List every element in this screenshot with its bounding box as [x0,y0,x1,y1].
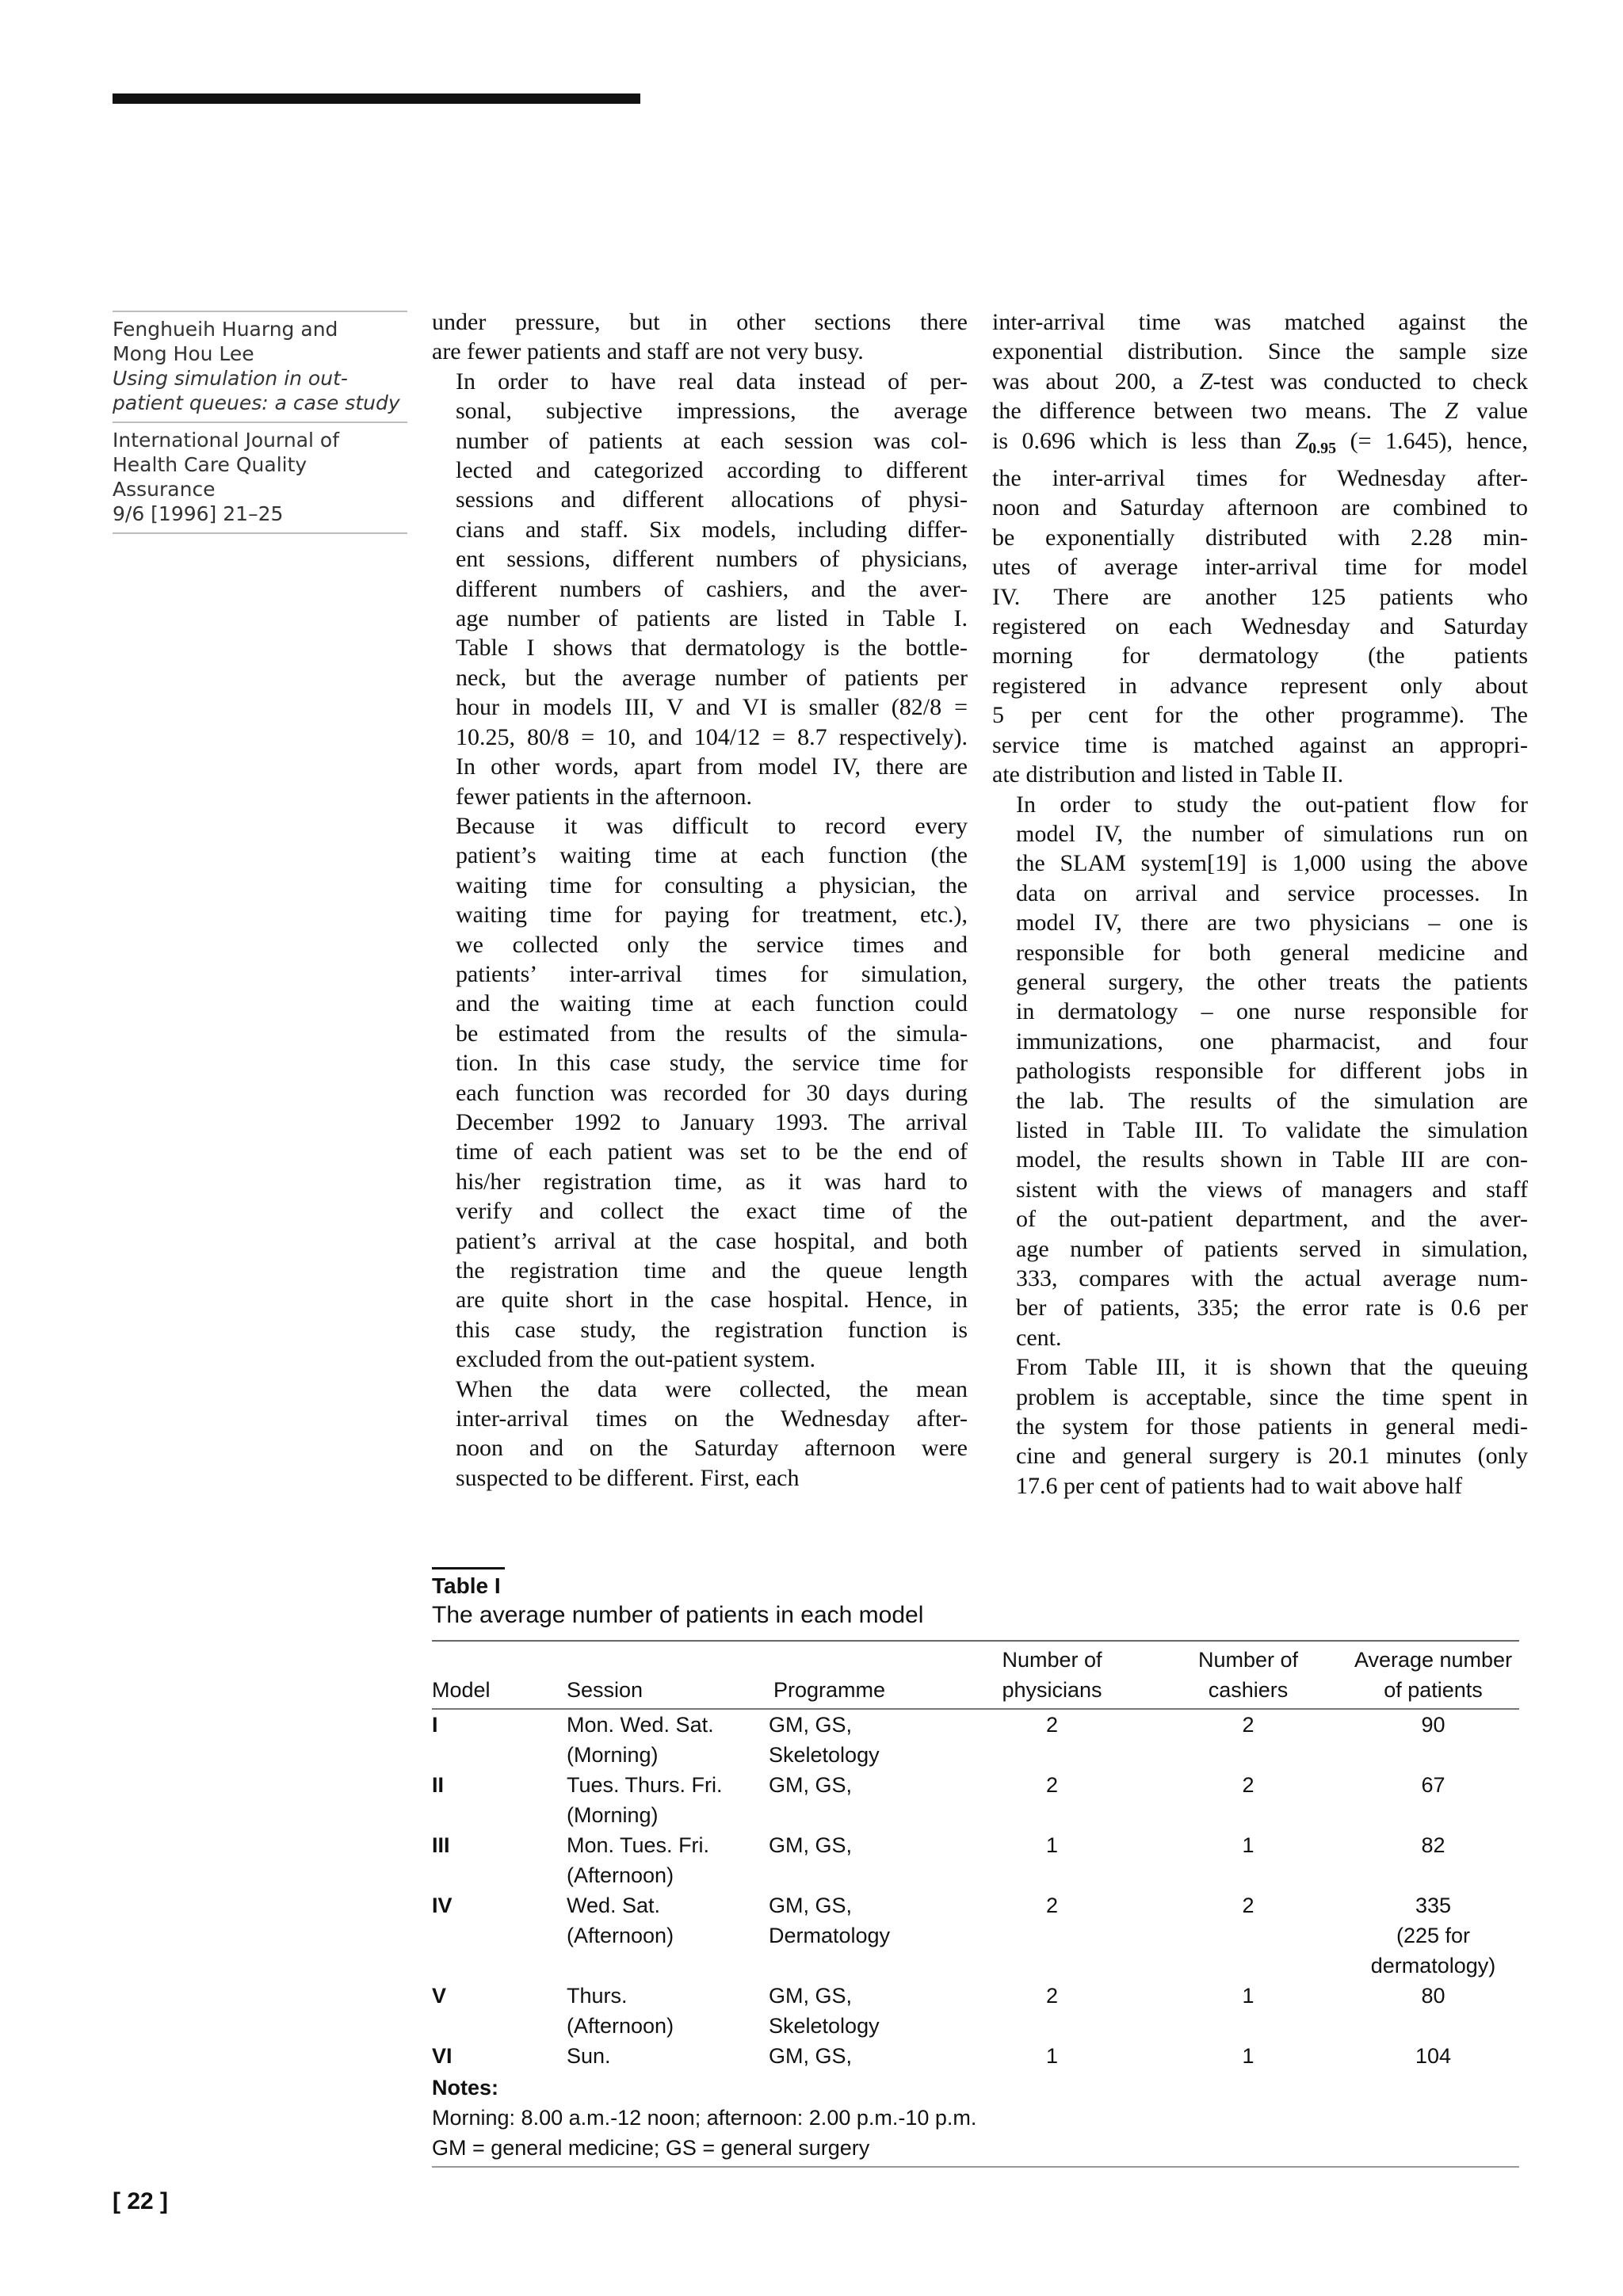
note-text: GM = general medicine; GS = general surgery [432,2133,1519,2167]
text-line: registered in advance represent only about [992,672,1528,699]
cell-text: 335 [1415,1894,1452,1917]
text-line: listed in Table III. To validate the simulation [1016,1116,1528,1143]
table-row [432,1709,1519,1770]
text-line: number of patients at each session was col- [456,427,968,454]
text-line: problem is acceptable, since the time spent in [1016,1383,1528,1410]
text-line: the SLAM system[19] is 1,000 using the above [1016,850,1528,877]
text-line: model IV, the number of simulations run on [1016,820,1528,847]
author-line: Mong Hou Lee [113,342,254,365]
line-group [992,463,1528,789]
cell-cashiers: 1 [1242,2044,1254,2068]
body-column-left [432,307,968,1493]
cell-text: 67 [1421,1773,1445,1797]
text-line: morning for dermatology (the patients [992,643,1528,669]
text-line: lected and categorized according to different [456,457,968,484]
header-text: Average number [1354,1648,1513,1672]
text-line: patient’s arrival at the case hospital, and both [456,1227,968,1254]
text-line: waiting time for paying for treatment, etc.), [456,902,968,929]
text-line: neck, but the average number of patients per [456,664,968,691]
cell-physicians: 2 [1045,1984,1059,2008]
cell-text: (Afternoon) [567,1863,674,1887]
column-header-physicians [955,1641,1149,1709]
cell-patients [1347,1981,1519,2041]
cell-model: VI [432,2044,453,2068]
text-line: cent. [1016,1324,1062,1351]
text-line: his/her registration time, as it was hard to [456,1168,968,1195]
cell-programme [769,1890,955,1981]
cell-text: 90 [1421,1713,1445,1737]
sidebar-journal-block [113,421,407,534]
cell-text: Thurs. [567,1984,628,2008]
column-header-patients [1347,1641,1519,1709]
cell-programme [769,1770,955,1830]
paragraph [992,307,1528,790]
table-notes-row [432,2133,1519,2167]
text-line: registered on each Wednesday and Saturday [992,613,1528,640]
cell-patients [1347,1709,1519,1770]
cell-text: GM, GS, [769,1984,853,2008]
cell-patients [1347,1890,1519,1981]
text-line: IV. There are another 125 patients who [992,583,1528,610]
text-line [992,367,1528,396]
text-line: excluded from the out-patient system. [456,1346,816,1373]
author-line: Fenghueih Huarng and [113,318,338,341]
text-line: the lab. The results of the simulation are [1016,1087,1528,1114]
text-line: in dermatology – one nurse responsible for [1016,998,1528,1025]
cell-cashiers: 2 [1242,1713,1254,1737]
text-line: age number of patients served in simulation, [1016,1235,1528,1262]
text-line: service time is matched against an appropri- [992,731,1528,758]
text-line: verify and collect the exact time of the [456,1198,968,1225]
table-row [432,1981,1519,2041]
sidebar-authors-block [113,311,407,421]
text-line: sonal, subjective impressions, the average [456,398,968,425]
cell-patients [1347,1770,1519,1830]
cell-text: Tues. Thurs. Fri. [567,1773,723,1797]
text-line: patients’ inter-arrival times for simulation, [456,960,968,987]
text-line: 333, compares with the actual average num- [1016,1265,1528,1291]
paragraph [432,307,968,367]
cell-text: GM, GS, [769,1833,853,1857]
text-line: the system for those patients in general medi- [1016,1413,1528,1440]
cell-programme [769,1709,955,1770]
table-row [432,1830,1519,1890]
text-line: sistent with the views of managers and staff [1016,1176,1528,1203]
cell-session [567,1709,769,1770]
article-title-line: Using simulation in out- [113,367,348,390]
cell-text: Sun. [567,2044,611,2068]
text-line [992,396,1528,425]
cell-programme [769,1981,955,2041]
text-line: inter-arrival times on the Wednesday after- [456,1405,968,1432]
text-line: patient’s waiting time at each function (the [456,842,968,869]
data-table [432,1640,1519,2168]
text-line: this case study, the registration function is [456,1316,968,1343]
table-header-row [432,1641,1519,1709]
cell-cashiers: 1 [1242,1833,1254,1857]
text-line: of the out-patient department, and the aver- [1016,1206,1528,1233]
cell-physicians: 2 [1045,1713,1059,1737]
cell-cashiers: 2 [1242,1894,1254,1917]
cell-text: GM, GS, [769,1894,853,1917]
table-row [432,2041,1519,2071]
cell-session [567,1770,769,1830]
cell-session [567,1981,769,2041]
body-column-right [992,307,1528,1501]
text-line: model, the results shown in Table III are con- [1016,1146,1528,1173]
text-line: From Table III, it is shown that the queuing [1016,1354,1528,1381]
text-line: suspected to be different. First, each [456,1464,800,1491]
text-line: In order to study the out-patient flow for [1016,791,1528,818]
line-group [992,307,1528,367]
column-header-session: Session [567,1641,769,1709]
text-line: under pressure, but in other sections there [432,309,968,335]
text-line: and the waiting time at each function could [456,990,968,1017]
text-line: be exponentially distributed with 2.28 min- [992,524,1528,551]
header-text: Number of [1197,1648,1299,1672]
cell-physicians: 2 [1045,1773,1059,1797]
text-line: tion. In this case study, the service time for [456,1050,968,1077]
header-text: of patients [1384,1678,1483,1702]
cell-text: Wed. Sat. [567,1894,661,1917]
header-text: cashiers [1208,1678,1289,1702]
text-line: are quite short in the case hospital. Hence, in [456,1287,968,1314]
text-line: the inter-arrival times for Wednesday after- [992,465,1528,492]
text-line: In order to have real data instead of per- [456,368,968,395]
text-line: immunizations, one pharmacist, and four [1016,1028,1528,1055]
cell-text: (Afternoon) [567,2014,674,2038]
text-line: each function was recorded for 30 days during [456,1079,968,1106]
text-line: general surgery, the other treats the patients [1016,968,1528,995]
text-line: ent sessions, different numbers of physicians, [456,546,968,573]
text-line: cine and general surgery is 20.1 minutes (only [1016,1443,1528,1470]
text-line: hour in models III, V and VI is smaller (82/8 = [456,694,968,721]
cell-physicians: 1 [1045,2044,1059,2068]
journal-line: International Journal of [113,429,340,452]
cell-text: (Morning) [567,1743,659,1767]
math-subscript: 0.95 [1308,439,1337,457]
article-sidebar [113,311,407,534]
text-line: are fewer patients and staff are not very busy. [432,338,864,365]
cell-text: (Afternoon) [567,1924,674,1947]
cell-text: dermatology) [1370,1954,1496,1978]
text-line: inter-arrival time was matched against the [992,309,1528,335]
text-line: sessions and different allocations of physi- [456,486,968,513]
cell-text: Dermatology [769,1924,891,1947]
text-run: -test was conducted to check [1212,368,1528,395]
cell-model: III [432,1833,450,1857]
cell-text: GM, GS, [769,1773,853,1797]
text-line: 10.25, 80/8 = 10, and 104/12 = 8.7 respectively). [456,723,968,750]
cell-model: IV [432,1894,453,1917]
text-line: be estimated from the results of the simula- [456,1020,968,1047]
text-line: December 1992 to January 1993. The arrival [456,1108,968,1135]
text-line: model IV, there are two physicians – one is [1016,910,1528,936]
text-line: ate distribution and listed in Table II. [992,761,1344,788]
text-line: waiting time for consulting a physician, the [456,871,968,898]
cell-model: II [432,1773,445,1797]
cell-model: I [432,1713,438,1737]
cell-session [567,1830,769,1890]
text-line: utes of average inter-arrival time for model [992,554,1528,581]
cell-text: (225 for [1396,1924,1471,1947]
journal-line: Health Care Quality [113,453,307,476]
text-line: cians and staff. Six models, including differ- [456,516,968,543]
text-line: 17.6 per cent of patients had to wait above half [1016,1472,1463,1499]
math-symbol: Z [1199,368,1213,395]
cell-text: Skeletology [769,2014,880,2038]
header-text: Programme [773,1678,886,1702]
math-symbol: Z [1445,398,1458,425]
text-line: the registration time and the queue length [456,1257,968,1283]
text-line: fewer patients in the afternoon. [456,783,753,810]
cell-cashiers: 2 [1242,1773,1254,1797]
cell-text: 104 [1415,2044,1452,2068]
text-line: When the data were collected, the mean [456,1375,968,1402]
cell-text: 82 [1421,1833,1445,1857]
header-text: Number of [1002,1648,1102,1672]
text-run: value [1457,398,1528,425]
cell-model: V [432,1984,447,2008]
text-line: Because it was difficult to record every [456,812,968,839]
page-number: [ 22 ] [113,2188,169,2214]
paragraph [992,1352,1528,1501]
column-header-model: Model [432,1641,567,1709]
table-1 [432,1567,1519,2168]
text-line: Table I shows that dermatology is the bottle- [456,635,968,662]
text-run: was about 200, a [992,368,1200,395]
cell-text: 80 [1421,1984,1445,2008]
table-notes-row [432,2071,1519,2103]
cell-text: Mon. Tues. Fri. [567,1833,710,1857]
header-rule [113,93,640,104]
cell-session [567,2041,769,2071]
text-line: data on arrival and service processes. In [1016,879,1528,906]
notes-label: Notes: [432,2076,499,2100]
text-line: we collected only the service times and [456,931,968,958]
note-text: Morning: 8.00 a.m.-12 noon; afternoon: 2.00 p.m.-10 p.m. [432,2106,977,2130]
cell-session [567,1890,769,1981]
table-label: Table I [432,1573,501,1598]
header-text: physicians [1002,1678,1102,1702]
table-row [432,1770,1519,1830]
cell-text: Mon. Wed. Sat. [567,1713,714,1737]
text-line: noon and on the Saturday afternoon were [456,1435,968,1462]
cell-programme [769,2041,955,2071]
cell-patients [1347,1830,1519,1890]
column-header-cashiers [1149,1641,1347,1709]
column-header-programme [769,1641,955,1709]
text-line: pathologists responsible for different jobs in [1016,1058,1528,1085]
cell-text: GM, GS, [769,1713,853,1737]
text-line: In other words, apart from model IV, there are [456,753,968,780]
article-title-line: patient queues: a case study [113,391,400,414]
paragraph [432,811,968,1375]
text-line: 5 per cent for the other programme). The [992,702,1528,729]
cell-cashiers: 1 [1242,1984,1254,2008]
text-line: time of each patient was set to be the end of [456,1138,968,1165]
text-run: the difference between two means. The [992,398,1445,425]
cell-programme [769,1830,955,1890]
journal-line: Assurance [113,478,216,501]
paragraph [432,1375,968,1493]
cell-text: Skeletology [769,1743,880,1767]
table-label-rule [432,1567,505,1569]
table-row [432,1890,1519,1981]
cell-text: GM, GS, [769,2044,853,2068]
paragraph [992,790,1528,1353]
math-symbol: Z [1295,427,1309,454]
cell-text: (Morning) [567,1803,659,1827]
paragraph [432,367,968,811]
text-line: responsible for both general medicine and [1016,939,1528,966]
cell-physicians: 1 [1045,1833,1059,1857]
cell-physicians: 2 [1045,1894,1059,1917]
text-line: age number of patients are listed in Table I. [456,605,968,632]
table-notes-row [432,2103,1519,2133]
text-run: (= 1.645), hence, [1336,427,1528,454]
text-line [992,426,1528,463]
table-caption: The average number of patients in each model [432,1602,924,1628]
cell-patients [1347,2041,1519,2071]
text-line: ber of patients, 335; the error rate is 0.6 per [1016,1295,1528,1322]
text-line: different numbers of cashiers, and the aver- [456,575,968,602]
text-run: is 0.696 which is less than [992,427,1296,454]
text-line: noon and Saturday afternoon are combined to [992,494,1528,521]
text-line: exponential distribution. Since the sample size [992,338,1528,365]
journal-citation: 9/6 [1996] 21–25 [113,502,284,525]
